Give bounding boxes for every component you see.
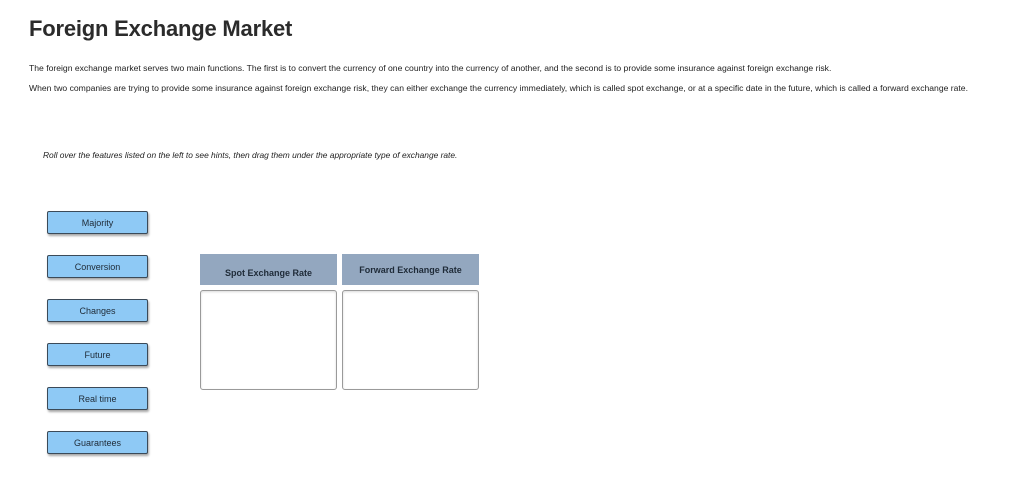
feature-guarantees[interactable]: Guarantees (47, 431, 148, 454)
feature-majority[interactable]: Majority (47, 211, 148, 234)
exchange-paragraph: When two companies are trying to provide some insurance against foreign exchange risk, they can either exchange the currency immediately, which is called spot exchange, or at a specific date in the future, which is called a forward exchange rate. (29, 83, 968, 93)
spot-rate-header: Spot Exchange Rate (200, 254, 337, 285)
page-title: Foreign Exchange Market (29, 16, 293, 41)
feature-future[interactable]: Future (47, 343, 148, 366)
feature-real-time[interactable]: Real time (47, 387, 148, 410)
forward-rate-header: Forward Exchange Rate (342, 254, 479, 285)
forward-rate-drop-zone[interactable] (342, 290, 479, 390)
intro-paragraph: The foreign exchange market serves two main functions. The first is to convert the currency of one country into the currency of another, and the second is to provide some insurance against foreign exchange risk. (29, 63, 832, 73)
instruction-text: Roll over the features listed on the left to see hints, then drag them under the appropriate type of exchange rate. (43, 150, 458, 160)
spot-rate-drop-zone[interactable] (200, 290, 337, 390)
feature-conversion[interactable]: Conversion (47, 255, 148, 278)
feature-changes[interactable]: Changes (47, 299, 148, 322)
